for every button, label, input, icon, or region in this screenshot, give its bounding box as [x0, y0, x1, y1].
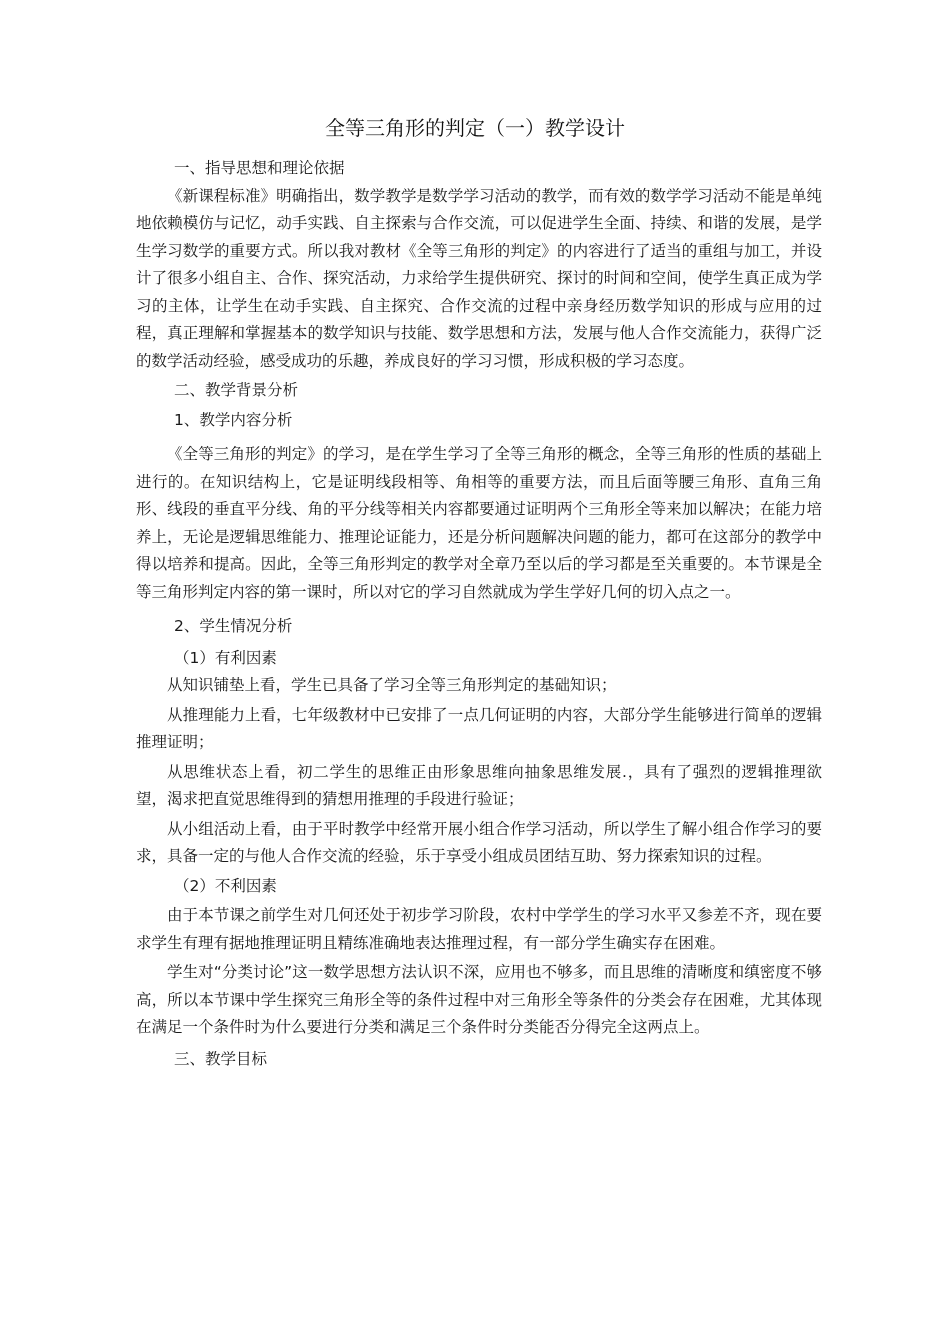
- section-heading-guiding-theory: 一、指导思想和理论依据: [174, 159, 345, 177]
- paragraph-content-analysis: 《全等三角形的判定》的学习，是在学生学习了全等三角形的概念，全等三角形的性质的基础上进行的。在知识结构上，它是证明线段相等、角相等的重要方法，而且后面等腰三角形、直角三角形、线段的垂直平分线、角的平分线等相关内容都要通过证明两个三角形全等来加以解决；在能力培养上，无论是逻辑思维能力、推理论证能力，还是分析问题解决问题的能力，都可在这部分的教学中得以培养和提高。因此，全等三角形判定的教学对全章乃至以后的学习都是至关重要的。本节课是全等三角形判定内容的第一课时，所以对它的学习自然就成为学生学好几何的切入点之一。: [136, 445, 822, 601]
- section-heading-teaching-objectives: 三、教学目标: [174, 1049, 268, 1068]
- list-item-favorable-1: 从知识铺垫上看，学生已具备了学习全等三角形判定的基础知识；: [167, 676, 617, 694]
- list-item-unfavorable-2: 学生对“分类讨论”这一数学思想方法认识不深，应用也不够多，而且思维的清晰度和缜密度不够高，所以本节课中学生探究三角形全等的条件过程中对三角形全等条件的分类会存在困难，尤其体现在满足一个条件时为什么要进行分类和满足三个条件时分类能否分得完全这两点上。: [136, 963, 822, 1036]
- subheading-student-analysis: 2、学生情况分析: [174, 617, 293, 635]
- subheading-unfavorable-factors: （2）不利因素: [174, 876, 277, 895]
- subheading-favorable-factors: （1）有利因素: [174, 648, 277, 667]
- paragraph-guiding-theory: 《新课程标准》明确指出，数学教学是数学学习活动的教学，而有效的数学学习活动不能是单纯地依赖模仿与记忆，动手实践、自主探索与合作交流，可以促进学生全面、持续、和谐的发展，是学生学习数学的重要方式。所以我对教材《全等三角形的判定》的内容进行了适当的重组与加工，并设计了很多小组自主、合作、探究活动，力求给学生提供研究、探讨的时间和空间，使学生真正成为学习的主体，让学生在动手实践、自主探究、合作交流的过程中亲身经历数学知识的形成与应用的过程，真正理解和掌握基本的数学知识与技能、数学思想和方法，发展与他人合作交流能力，获得广泛的数学活动经验，感受成功的乐趣，养成良好的学习习惯，形成积极的学习态度。: [136, 186, 822, 370]
- list-item-favorable-3: 从思维状态上看，初二学生的思维正由形象思维向抽象思维发展.，具有了强烈的逻辑推理欲望，渴求把直觉思维得到的猜想用推理的手段进行验证；: [136, 762, 822, 808]
- list-item-favorable-4: 从小组活动上看，由于平时教学中经常开展小组合作学习活动，所以学生了解小组合作学习的要求，具备一定的与他人合作交流的经验，乐于享受小组成员团结互助、努力探索知识的过程。: [136, 819, 822, 865]
- section-heading-background: 二、教学背景分析: [174, 381, 299, 399]
- list-item-favorable-2: 从推理能力上看，七年级教材中已安排了一点几何证明的内容，大部分学生能够进行简单的逻辑推理证明；: [136, 705, 822, 751]
- list-item-unfavorable-1: 由于本节课之前学生对几何还处于初步学习阶段，农村中学学生的学习水平又参差不齐，现在要求学生有理有据地推理证明且精练准确地表达推理过程，有一部分学生确实存在困难。: [136, 906, 822, 952]
- document-title: 全等三角形的判定（一）教学设计: [325, 116, 625, 140]
- document-body: [136, 155, 822, 1073]
- subheading-content-analysis: 1、教学内容分析: [174, 410, 293, 429]
